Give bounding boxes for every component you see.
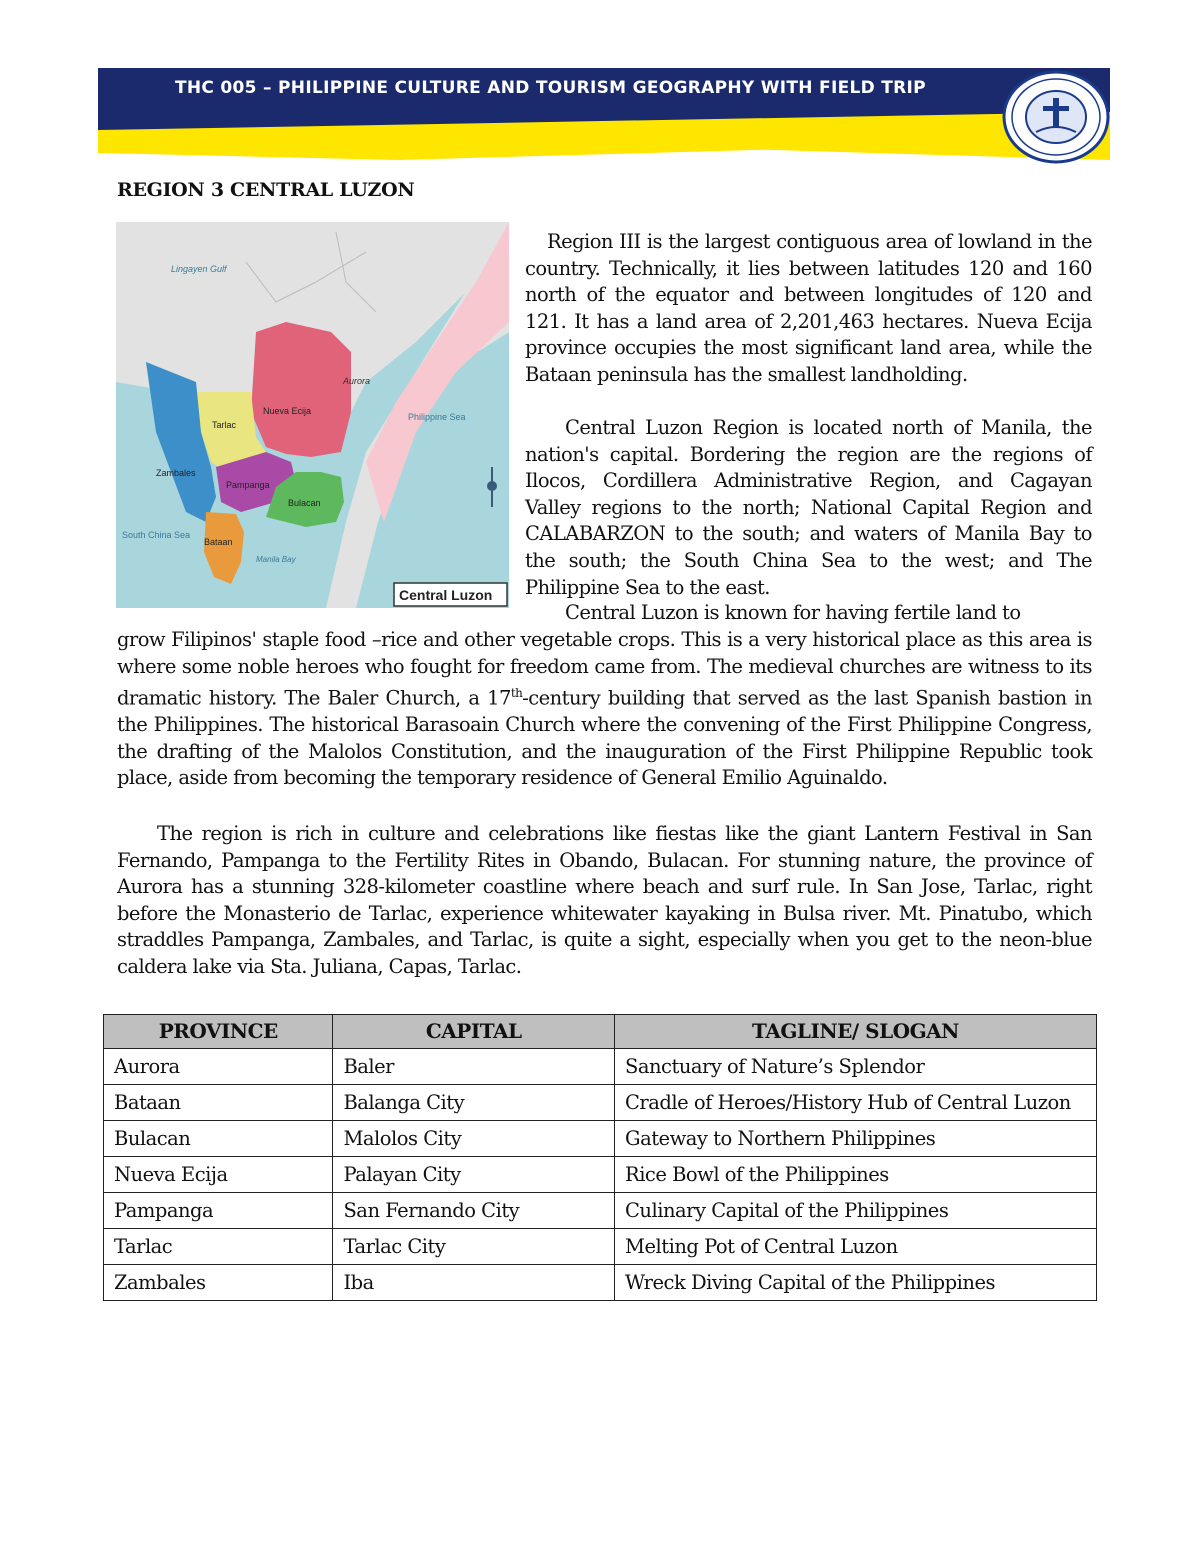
map-legend-text: Central Luzon [399, 587, 493, 603]
map-label-south-china-sea: South China Sea [122, 530, 191, 540]
table-row [104, 1265, 1097, 1301]
map-label-tarlac: Tarlac [212, 420, 237, 430]
map-nueva-ecija [251, 322, 351, 457]
table-row [104, 1229, 1097, 1265]
superscript-th: th [510, 686, 523, 701]
cell-capital: Tarlac City [333, 1229, 615, 1265]
table-header-row [104, 1015, 1097, 1049]
header-province: PROVINCE [104, 1015, 333, 1049]
cell-tagline: Culinary Capital of the Philippines [615, 1193, 1097, 1229]
table-row [104, 1085, 1097, 1121]
page-heading: REGION 3 CENTRAL LUZON [117, 179, 415, 201]
cell-province: Pampanga [104, 1193, 333, 1229]
paragraph-culture: The region is rich in culture and celebrations like fiestas like the giant Lantern Festival in San Fernando, Pampanga to the Fertility Rites in Obando, Bulacan. For stunning nature, the province of Aurora has a stunning 328-kilometer coastline where beach and surf rule. In San Jose, Tarlac, right before the Monasterio de Tarlac, experience whitewater kayaking in Bulsa river. Mt. Pinatubo, which straddles Pampanga, Zambales, and Tarlac, is quite a sight, especially when you get to the neon-blue caldera lake via Sta. Juliana, Capas, Tarlac. [117, 822, 1092, 978]
table-row [104, 1121, 1097, 1157]
cell-tagline: Wreck Diving Capital of the Philippines [615, 1265, 1097, 1301]
map-label-manila-bay: Manila Bay [256, 555, 296, 564]
province-table [103, 1014, 1097, 1301]
cell-capital: San Fernando City [333, 1193, 615, 1229]
cell-capital: Malolos City [333, 1121, 615, 1157]
map-label-nueva-ecija: Nueva Ecija [263, 406, 312, 416]
cell-capital: Iba [333, 1265, 615, 1301]
map-label-pampanga: Pampanga [226, 480, 270, 490]
cell-capital: Baler [333, 1049, 615, 1085]
cell-province: Bataan [104, 1085, 333, 1121]
header-tagline: TAGLINE/ SLOGAN [615, 1015, 1097, 1049]
cell-province: Zambales [104, 1265, 333, 1301]
map-label-aurora: Aurora [343, 376, 371, 386]
cell-province: Bulacan [104, 1121, 333, 1157]
table-row [104, 1049, 1097, 1085]
map-label-zambales: Zambales [156, 468, 196, 478]
map-label-bulacan: Bulacan [288, 498, 321, 508]
cell-capital: Palayan City [333, 1157, 615, 1193]
paragraph-region-overview: Region III is the largest contiguous area of lowland in the country. Technically, it lies between latitudes 120 and 160 north of the equator and between longitudes of 120 and 121. It has a land area of 2,201,463 hectares. Nueva Ecija province occupies the most significant land area, while the Bataan peninsula has the smallest landholding. [525, 230, 1092, 386]
cell-province: Tarlac [104, 1229, 333, 1265]
cell-tagline: Cradle of Heroes/History Hub of Central Luzon [615, 1085, 1097, 1121]
banner-title: THC 005 – PHILIPPINE CULTURE AND TOURISM GEOGRAPHY WITH FIELD TRIP [175, 78, 926, 98]
map-label-lingayen: Lingayen Gulf [171, 264, 227, 274]
cell-tagline: Sanctuary of Nature’s Splendor [615, 1049, 1097, 1085]
cell-tagline: Gateway to Northern Philippines [615, 1121, 1097, 1157]
paragraph-history-first-line: Central Luzon is known for having fertile land to [565, 601, 1021, 624]
paragraph-history: grow Filipinos' staple food –rice and other vegetable crops. This is a very historical place as this area is where some noble heroes who fought for freedom came from. The medieval churches are witness to its dramatic history. The Baler Church, a 17th-century building that served as the last Spanish bastion in the Philippines. The historical Barasoain Church where the convening of the First Philippine Congress, the drafting of the Malolos Constitution, and the inauguration of the First Philippine Republic took place, aside from becoming the temporary residence of General Emilio Aguinaldo. [117, 628, 1092, 790]
table-row [104, 1193, 1097, 1229]
central-luzon-map [116, 222, 509, 608]
map-label-bataan: Bataan [204, 537, 233, 547]
paragraph-location: Central Luzon Region is located north of Manila, the nation's capital. Bordering the region are the regions of Ilocos, Cordillera Administrative Region, and Cagayan Valley regions to the north; National Capital Region and CALABARZON to the south; and waters of Manila Bay to the south; the South China Sea to the west; and The Philippine Sea to the east. [525, 416, 1092, 599]
cell-province: Nueva Ecija [104, 1157, 333, 1193]
cell-capital: Balanga City [333, 1085, 615, 1121]
university-seal [1001, 70, 1111, 164]
cell-tagline: Rice Bowl of the Philippines [615, 1157, 1097, 1193]
cell-tagline: Melting Pot of Central Luzon [615, 1229, 1097, 1265]
map-label-philippine-sea: Philippine Sea [408, 412, 466, 422]
cell-province: Aurora [104, 1049, 333, 1085]
header-capital: CAPITAL [333, 1015, 615, 1049]
table-row [104, 1157, 1097, 1193]
